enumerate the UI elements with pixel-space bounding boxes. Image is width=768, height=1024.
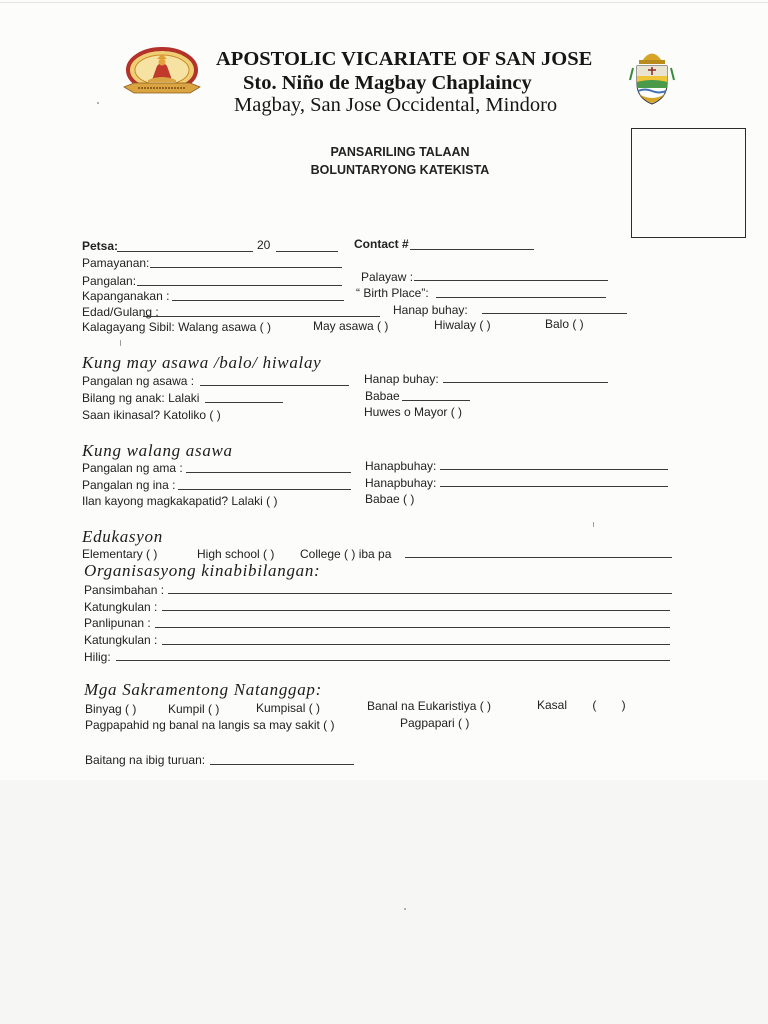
hobbies-label: Hilig: [84,650,111,664]
siblings-male-label: Ilan kayong magkakapatid? Lalaki ( ) [82,494,278,508]
education-other-fill-line [405,557,672,558]
nickname-label: Palayaw : [361,270,414,284]
organization-name: APOSTOLIC VICARIATE OF SAN JOSE [216,48,593,70]
civil-status-widowed: Balo ( ) [545,317,584,331]
grade-to-teach-label: Baitang na ibig turuan: [85,753,206,767]
civil-wedding-label: Huwes o Mayor ( ) [364,405,463,419]
vicariate-crest-icon [627,46,677,113]
sacrament-holy-orders: Pagpapari ( ) [400,716,470,730]
nickname-fill-line [414,280,608,281]
father-name-label: Pangalan ng ama : [82,461,183,475]
mother-occupation-fill-line [440,486,668,487]
scan-speck [97,102,99,104]
sacrament-baptism: Binyag ( ) [85,702,137,716]
birth-date-fill-line [172,300,344,301]
mother-occupation-label: Hanapbuhay: [365,476,437,490]
siblings-female-label: Babae ( ) [365,492,415,506]
civil-status-label: Kalagayang Sibil: Walang asawa ( ) [82,320,271,334]
date-label: Petsa: [82,239,119,253]
occupation-fill-line [482,313,627,314]
civil-status-separated: Hiwalay ( ) [434,318,491,332]
sacrament-marriage: Kasal ( ) [537,698,626,712]
sacrament-confirmation: Kumpil ( ) [168,702,220,716]
sacraments-heading: Mga Sakramentong Natanggap: [84,680,322,699]
form-title-line1: PANSARILING TALAAN [330,145,470,159]
community-fill-line [150,267,342,268]
civic-organization-label: Panlipunan : [84,616,151,630]
spouse-occupation-fill-line [443,382,608,383]
father-occupation-label: Hanapbuhay: [365,459,437,473]
church-position-label: Katungkulan : [84,600,158,614]
education-elementary: Elementary ( ) [82,547,158,561]
civic-position-fill-line [162,644,670,645]
education-college: College ( ) iba pa [300,547,392,561]
civic-organization-fill-line [155,627,670,628]
father-name-fill-line [186,472,351,473]
married-section-heading: Kung may asawa /balo/ hiwalay [82,353,322,372]
occupation-label: Hanap buhay: [393,303,468,317]
organizations-heading: Organisasyong kinabibilangan: [84,561,321,580]
form-title-line2: BOLUNTARYONG KATEKISTA [310,163,490,177]
children-female-fill-line [402,400,470,401]
church-organization-fill-line [168,593,672,594]
education-high-school: High school ( ) [197,547,275,561]
photo-box [631,128,746,238]
name-label: Pangalan: [82,274,137,288]
community-label: Pamayanan: [82,256,150,270]
mother-name-fill-line [178,489,351,490]
scan-speck [120,340,121,346]
year-prefix: 20 [257,238,271,252]
age-fill-line [143,316,380,317]
spouse-occupation-label: Hanap buhay: [364,372,439,386]
age-label: Edad/Gulang : [82,305,159,319]
civic-position-label: Katungkulan : [84,633,158,647]
birth-place-fill-line [436,297,606,298]
spouse-name-fill-line [200,385,349,386]
education-heading: Edukasyon [82,527,163,546]
church-organization-label: Pansimbahan : [84,583,165,597]
scan-speck [593,522,594,527]
chaplaincy-seal-icon [122,47,202,104]
date-fill-line [117,251,253,252]
year-fill-line [276,251,338,252]
contact-fill-line [410,249,534,250]
address: Magbay, San Jose Occidental, Mindoro [234,94,558,116]
children-female-label: Babae [365,389,400,403]
sacrament-confession: Kumpisal ( ) [256,701,321,715]
scan-speck [404,908,406,910]
spouse-name-label: Pangalan ng asawa : [82,374,195,388]
chaplaincy-name: Sto. Niño de Magbay Chaplaincy [243,72,532,94]
paper-background-lower [0,780,768,1024]
children-male-fill-line [205,402,283,403]
hobbies-fill-line [116,660,670,661]
name-fill-line [137,285,342,286]
children-male-label: Bilang ng anak: Lalaki [82,391,200,405]
father-occupation-fill-line [440,469,668,470]
birth-place-label: “ Birth Place”: [356,286,429,300]
sacrament-anointing: Pagpapahid ng banal na langis sa may sakit ( ) [85,718,335,732]
birth-date-label: Kapanganakan : [82,289,170,303]
civil-status-married: May asawa ( ) [313,319,389,333]
mother-name-label: Pangalan ng ina : [82,478,176,492]
contact-label: Contact # [354,237,409,251]
sacrament-eucharist: Banal na Eukaristiya ( ) [367,699,492,713]
scan-edge [0,2,768,3]
church-wedding-label: Saan ikinasal? Katoliko ( ) [82,408,221,422]
grade-to-teach-fill-line [210,764,354,765]
church-position-fill-line [162,610,670,611]
single-section-heading: Kung walang asawa [82,441,233,460]
